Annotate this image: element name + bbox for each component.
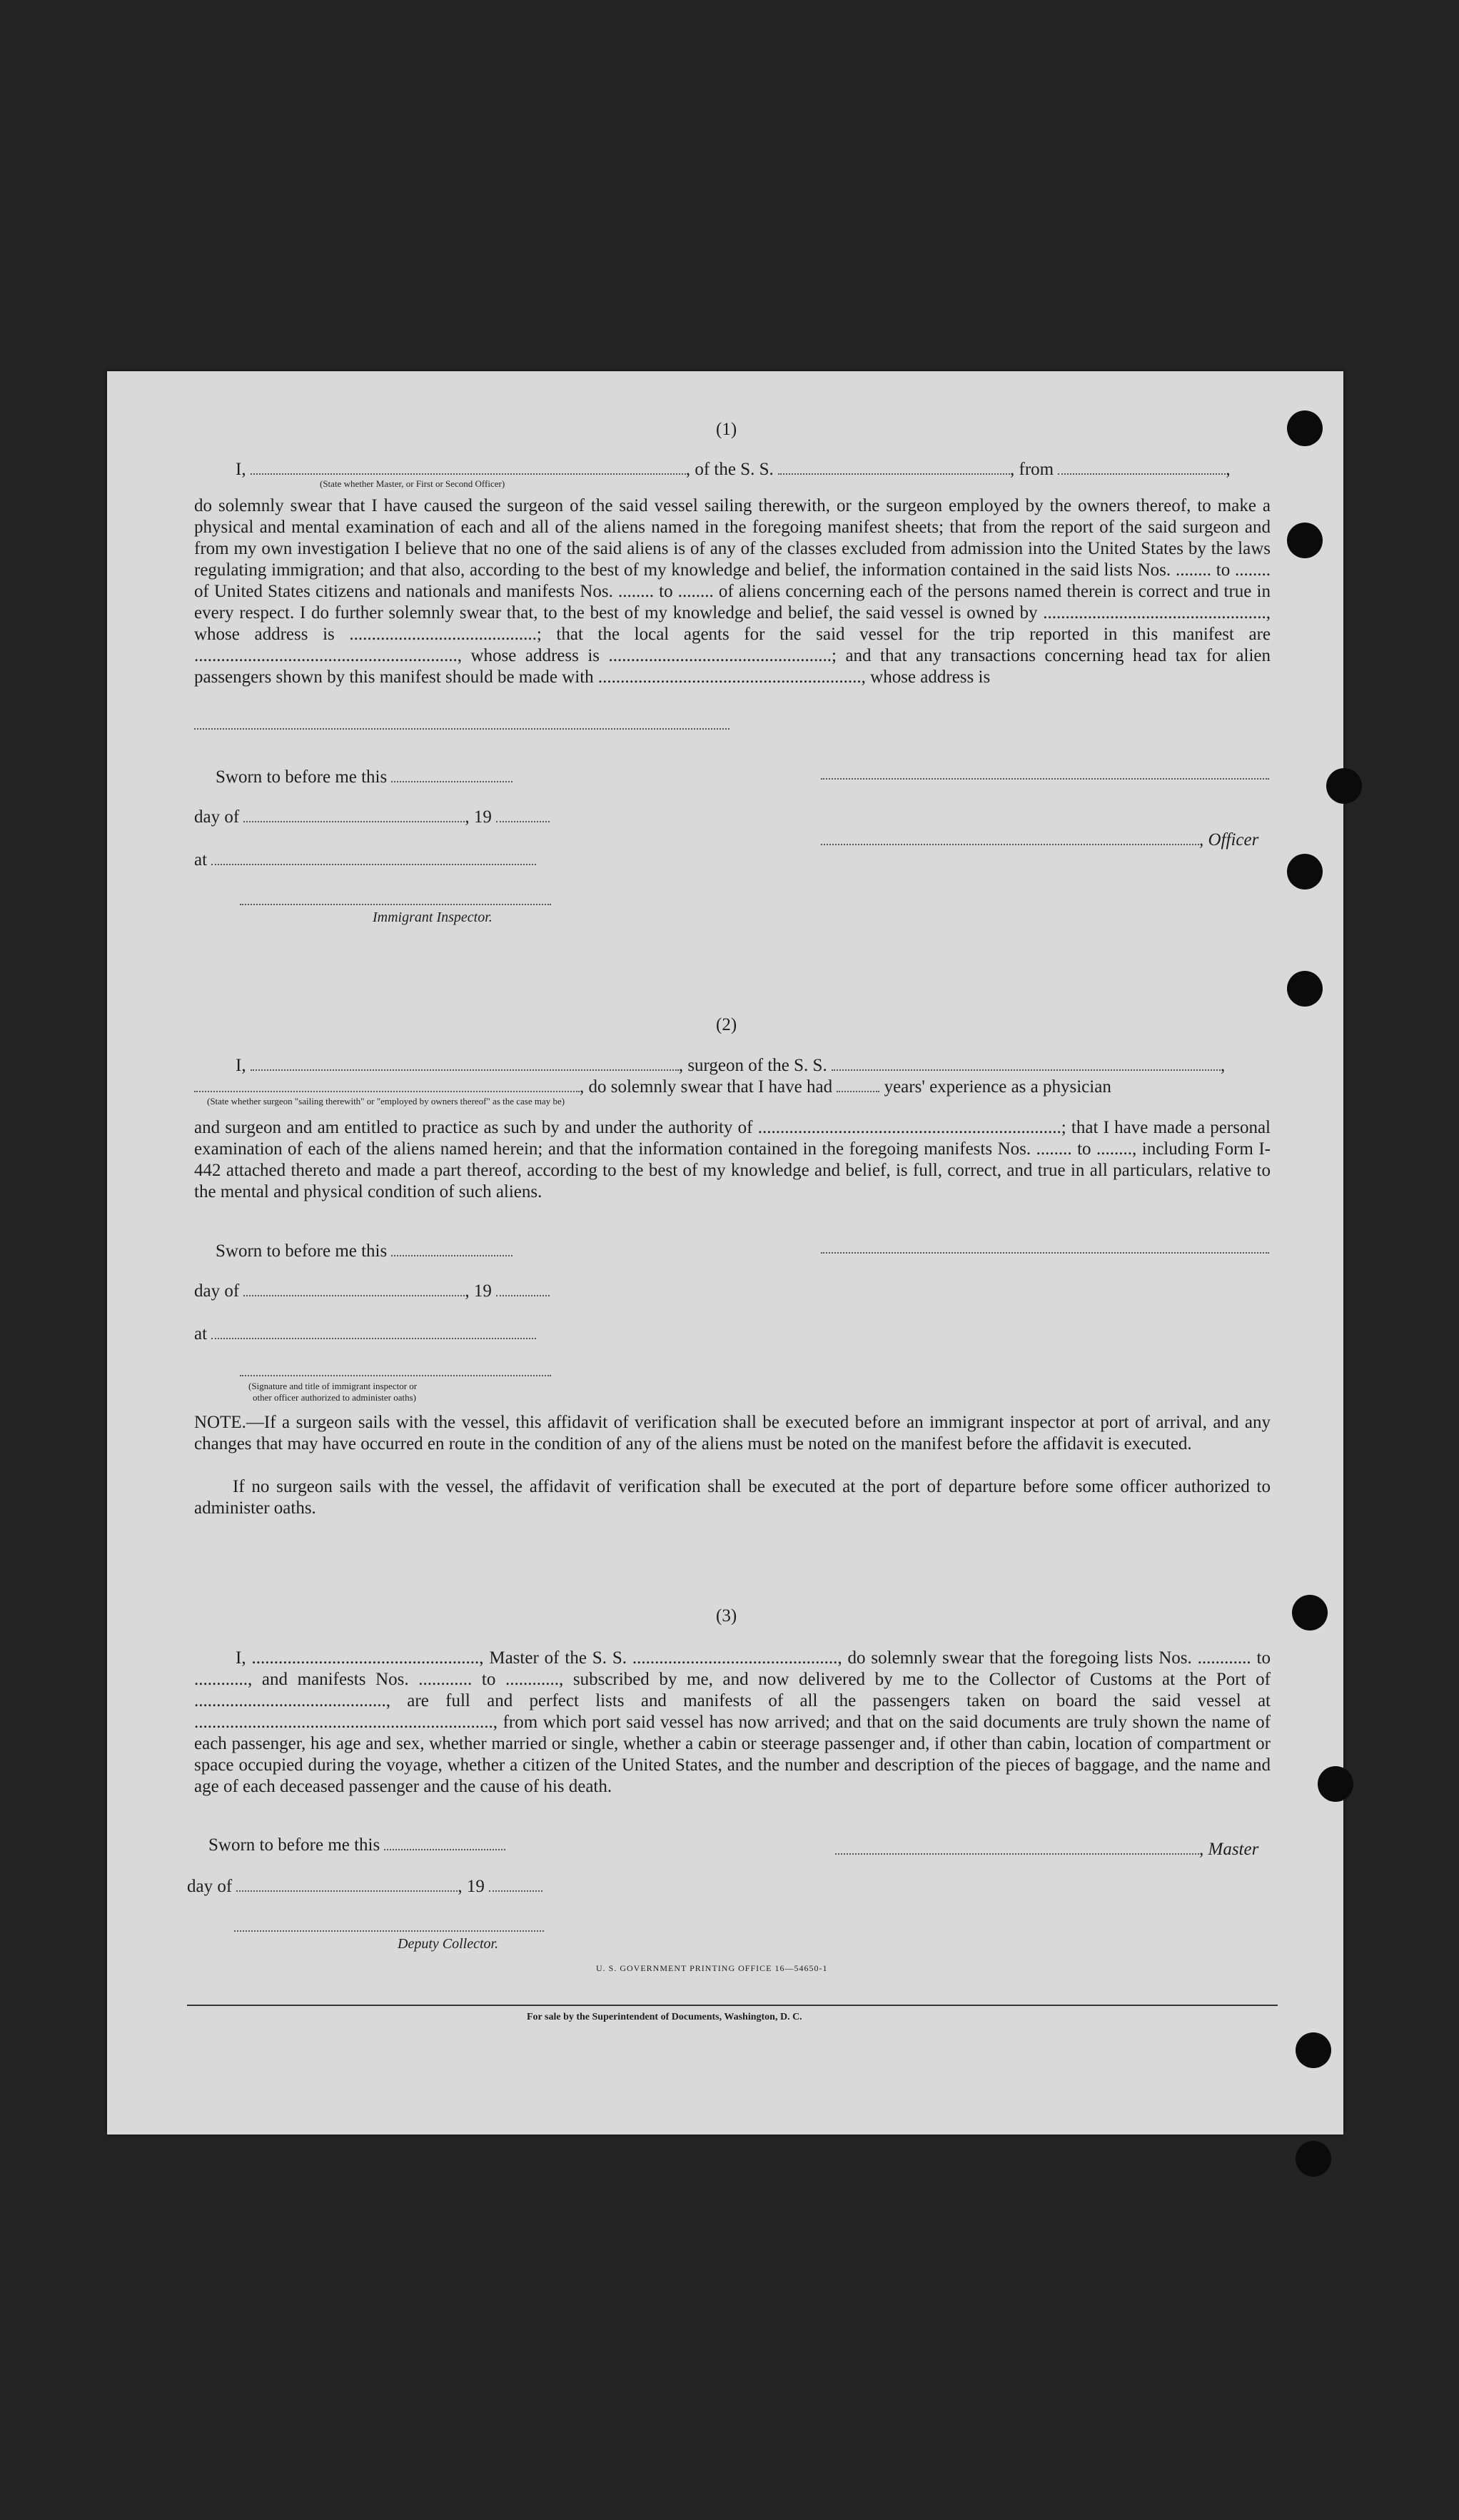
section-1-number: (1) [716, 420, 737, 439]
section-1-caption: (State whether Master, or First or Second Officer) [320, 478, 505, 489]
address-blank [194, 728, 730, 730]
section-2-signature-line [821, 1252, 1269, 1254]
section-2-day-of: day of , 19 [194, 1281, 550, 1301]
punch-hole [1296, 2141, 1331, 2177]
deputy-collector-caption: Deputy Collector. [398, 1936, 499, 1952]
section-2-body: and surgeon and am entitled to practice as such by and under the authority of ....................................................................; that I have made a personal examination of each of the aliens named herein; and that the information contained in the foregoing manifests Nos. ........ to ........, including Form I-442 attached thereto and made a part thereof, according to the best of my knowledge and belief, is full, correct, and true in all particulars, relative to the mental and physical condition of such aliens. [194, 1118, 1271, 1201]
punch-hole [1292, 1595, 1328, 1631]
deputy-collector-signature-line [234, 1930, 544, 1932]
section-1-day-of: day of , 19 [194, 807, 550, 827]
section-3-number: (3) [716, 1606, 737, 1626]
gpo-imprint: U. S. GOVERNMENT PRINTING OFFICE 16—54650-1 [596, 1963, 828, 1973]
section-2-sworn: Sworn to before me this [216, 1241, 513, 1261]
section-3-body: I, ..................................................., Master of the S. S. .............................................., do solemnly swear that the foregoing lists Nos. ............ to ............, and manifests Nos. ............ to ............, subscribed by me, and now delivered by me to the Collector of Customs at the Port of ..........................................., are full and perfect lists and manifests of all the passengers taken on board the said vessel at ..................................................................., from which port said vessel has now arrived; and that on the said documents are truly shown the name of each passenger, his age and sex, whether married or single, whether a cabin or steerage passenger and, if other than cabin, location of compartment or space occupied during the voyage, whether a citizen of the United States, and the number and description of the pieces of baggage, and the name and age of each deceased passenger and the cause of his death. [194, 1648, 1271, 1796]
punch-hole [1326, 768, 1362, 804]
from-blank [1058, 459, 1226, 475]
vessel-blank [778, 459, 1010, 475]
section-2-caption: (State whether surgeon "sailing therewith" or "employed by owners thereof" as the case may be) [207, 1096, 565, 1107]
footer-rule [187, 2005, 1278, 2006]
sig-caption-1: (Signature and title of immigrant inspector or [248, 1381, 418, 1391]
punch-hole [1287, 410, 1323, 446]
inspector-signature-line [240, 904, 551, 905]
section-1-sworn: Sworn to before me this [216, 767, 513, 787]
section-1-signature-line [821, 778, 1269, 780]
section-2-number: (2) [716, 1015, 737, 1034]
section-2-line-2: , do solemnly swear that I have had years' experience as a physician [194, 1077, 1111, 1097]
section-1-at: at [194, 850, 536, 870]
section-2-at: at [194, 1324, 536, 1344]
i-label: I, [236, 460, 246, 479]
inspector-or-officer-signature-line [240, 1375, 551, 1376]
punch-hole [1287, 854, 1323, 889]
section-2-line-1: I, , surgeon of the S. S. , [236, 1056, 1226, 1075]
section-3-sworn: Sworn to before me this [208, 1835, 505, 1855]
punch-hole [1287, 971, 1323, 1007]
section-3-master: , Master [835, 1839, 1258, 1860]
name-blank [251, 459, 686, 475]
of-ss-label: , of the S. S. [685, 460, 774, 479]
punch-hole [1296, 2032, 1331, 2068]
section-1-body: do solemnly swear that I have caused the surgeon of the said vessel sailing therewith, or the surgeon employed by the owners thereof, to make a physical and mental examination of each and all of the aliens named in the foregoing manifest sheets; that from the report of the said surgeon and from my own investigation I believe that no one of the said aliens is of any of the classes excluded from admission into the United States by the laws regulating immigration; and that also, according to the best of my knowledge and belief, the information contained in the said lists Nos. ........ to ........ of United States citizens and nationals and manifests Nos. ........ to ........ of aliens concerning each of the persons named therein is correct and true in every respect. I do further solemnly swear that, to the best of my knowledge and belief, the said vessel is owned by .................................................., whose address is ..........................................; that the local agents for the said vessel for the trip reported in this manifest are ..........................................................., whose address is ..................................................; and that any transactions concerning head tax for alien passengers shown by this manifest should be made with ..........................................................., whose address is [194, 496, 1271, 687]
from-label: , from [1010, 460, 1054, 479]
punch-hole [1318, 1766, 1353, 1802]
for-sale-imprint: For sale by the Superintendent of Documents, Washington, D. C. [527, 2012, 802, 2022]
section-2-note-2: If no surgeon sails with the vessel, the affidavit of verification shall be executed at the port of departure before some officer authorized to administer oaths. [194, 1477, 1271, 1518]
section-1-officer: , Officer [821, 830, 1258, 850]
sig-caption-2: other officer authorized to administer oaths) [253, 1392, 416, 1403]
section-1-line-1: I, , of the S. S. , from , [236, 460, 1231, 479]
punch-hole [1287, 523, 1323, 558]
section-3-day-of: day of , 19 [187, 1876, 542, 1897]
section-2-note: NOTE.—If a surgeon sails with the vessel, this affidavit of verification shall be executed before an immigrant inspector at port of arrival, and any changes that may have occurred en route in the condition of any of the aliens must be noted on the manifest before the affidavit is executed. [194, 1413, 1271, 1453]
immigrant-inspector-caption: Immigrant Inspector. [373, 909, 493, 925]
